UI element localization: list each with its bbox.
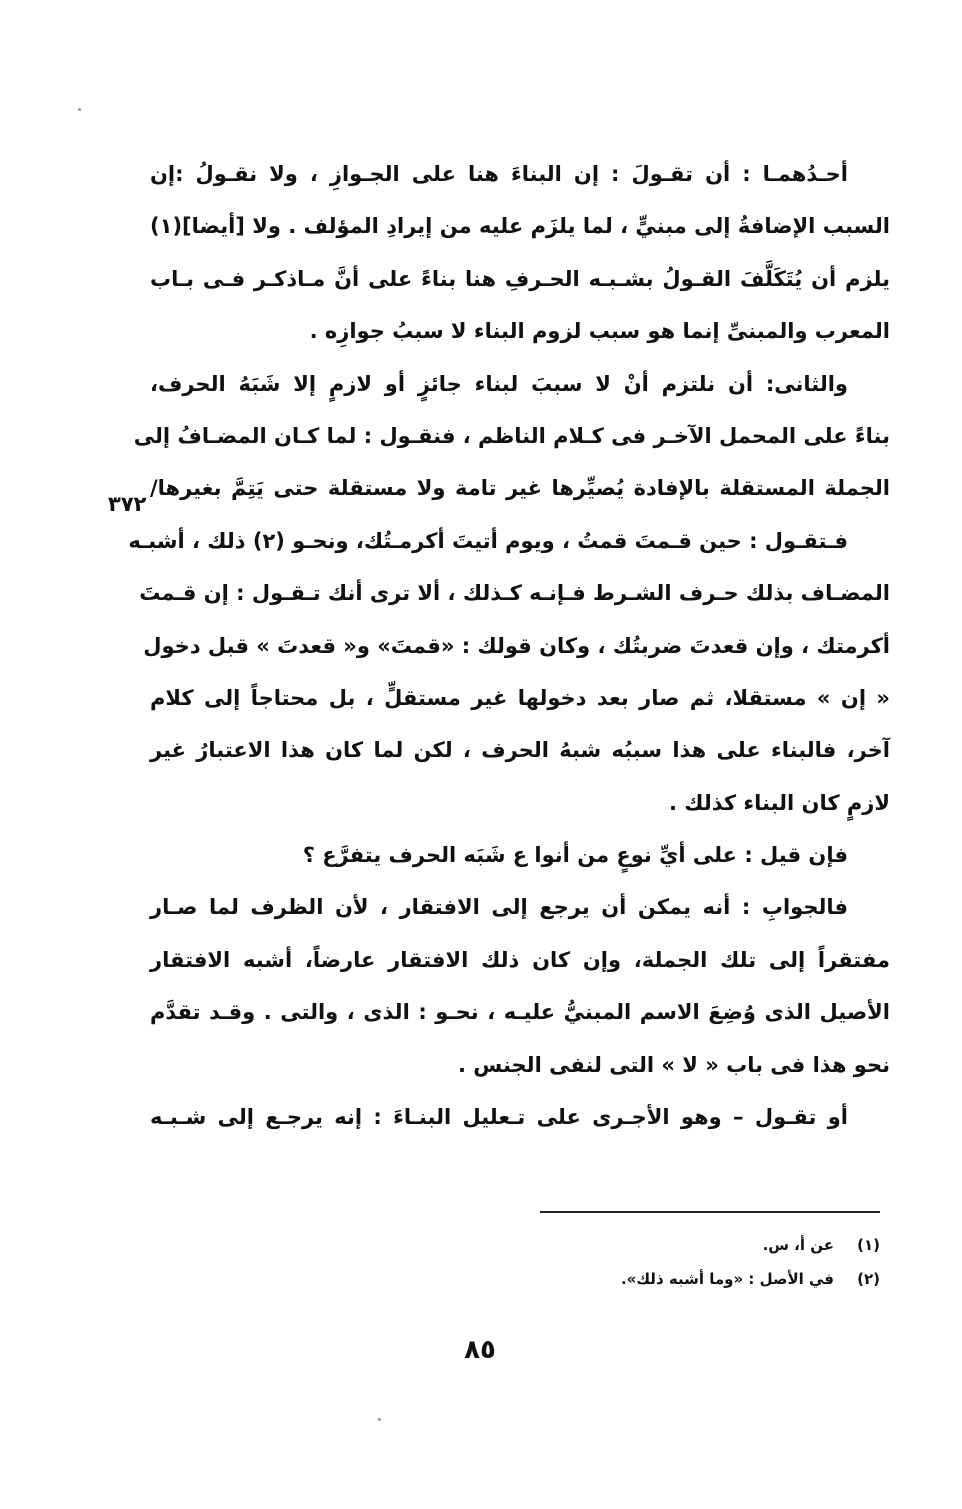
body-line-2: السبب الإضافةُ إلى مبنيٍّ ، لما يلزَم عليه من إيرادِ المؤلف . ولا [أيضا](١) <box>150 214 890 239</box>
page-number: ٨٥ <box>464 1335 496 1365</box>
body-line-11: « إن » مستقلا، ثم صار بعد دخولها غير مستقلٍّ ، بل محتاجاً إلى كلام <box>150 685 890 710</box>
footnote-number: (٢) <box>857 1270 880 1288</box>
body-line-3: يلزم أن يُتَكَلَّفَ القـولُ بشـبـه الحـرفِ هنا بناءً على أنَّ مـاذكـر فـى بـاب <box>150 266 890 291</box>
footnote-number: (١) <box>857 1236 880 1254</box>
footnote-text: في الأصل : «وما أشبه ذلك». <box>620 1270 834 1288</box>
footnote-1 <box>480 1228 880 1262</box>
body-line-13: لازمٍ كان البناء كذلك . <box>669 790 890 815</box>
body-line-16: مفتقراً إلى تلك الجملة، وإن كان ذلك الافتقار عارضاً، أشبه الافتقار <box>150 947 890 972</box>
body-line-4: المعرب والمبنىِّ إنما هو سبب لزوم البناء لا سببُ جوازِه . <box>309 319 890 344</box>
footnote-divider <box>540 1211 880 1213</box>
footnotes <box>480 1228 880 1296</box>
body-line-17: الأصيل الذى وُضِعَ الاسم المبنيُّ عليـه ، نحـو : الذى ، والتى . وقـد تقدَّم <box>150 1000 890 1025</box>
scan-speck <box>78 108 81 111</box>
body-line-18: نحو هذا فى باب « لا » التى لنفى الجنس . <box>458 1052 890 1077</box>
body-line-12: آخر، فالبناء على هذا سببُه شبهُ الحرف ، لكن لما كان هذا الاعتبارُ غير <box>150 738 890 763</box>
body-line-7: الجملة المستقلة بالإفادة يُصيِّرها غير تامة ولا مستقلة حتى يَتِمَّ بغيرها/ <box>150 476 890 501</box>
body-line-15: فالجوابِ : أنه يمكن أن يرجع إلى الافتقار ، لأن الظرف لما صـار <box>150 895 848 920</box>
body-line-19: أو تقـول – وهو الأجـرى على تـعليل البنـاءَ : إنه يرجـع إلى شـبـه <box>150 1105 848 1130</box>
scan-speck <box>378 1418 381 1421</box>
margin-folio-number: ٣٧٢ <box>108 492 147 516</box>
footnote-text: عن أ، س. <box>762 1236 834 1254</box>
body-line-14: فإن قيل : على أيِّ نوعٍ من أنوا ع شَبَه الحرف يتفرَّع ؟ <box>302 843 848 868</box>
body-line-8: فـتقـول : حين قـمتَ قمتُ ، ويوم أتيتَ أكرمـتُك، ونحـو (٢) ذلك ، أشبـه <box>128 528 848 553</box>
body-line-10: أكرمتك ، وإن قعدتَ ضربتُك ، وكان قولك : «قمتَ» و« قعدتَ » قبل دخول <box>143 633 890 658</box>
body-line-5: والثانى: أن نلتزم أنْ لا سببَ لبناء جائزٍ أو لازمٍ إلا شَبَهُ الحرف، <box>150 371 848 396</box>
footnote-2 <box>480 1262 880 1296</box>
body-line-1: أحـدُهمـا : أن تقـولَ : إن البناءَ هنا على الجـوازِ ، ولا نقـولُ :إن <box>150 162 848 186</box>
body-text <box>128 148 890 1143</box>
body-line-6: بناءً على المحمل الآخـر فى كـلام الناظم ، فنقـول : لما كـان المضـافُ إلى <box>133 423 890 448</box>
body-line-9: المضـاف بذلك حـرف الشـرط فـإنـه كـذلك ، ألا ترى أنك تـقـول : إن قـمتَ <box>139 581 890 606</box>
